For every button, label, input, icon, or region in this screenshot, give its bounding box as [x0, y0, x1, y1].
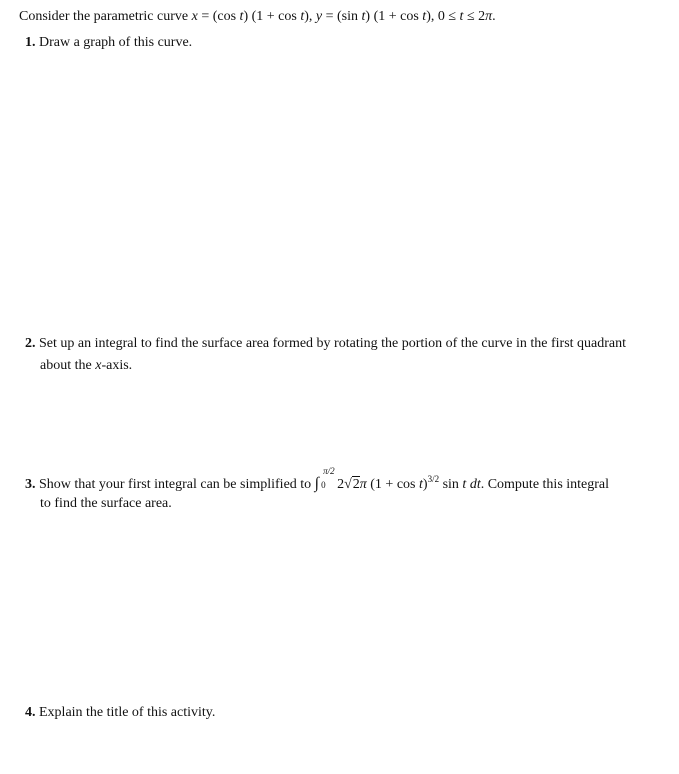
radical-sign: √: [344, 477, 352, 492]
question-3: [25, 466, 610, 493]
math-part: sin: [439, 477, 463, 492]
lower-limit: 0: [321, 480, 326, 490]
question-text: . Compute this integral: [480, 477, 610, 492]
integral-sign: ∫: [314, 475, 320, 492]
math-pi: π: [485, 9, 493, 24]
coefficient: 2: [337, 477, 345, 492]
var-y: y: [315, 9, 323, 24]
math-pi: π: [359, 477, 367, 492]
math-var: t: [462, 477, 467, 492]
exponent: 3/2: [427, 474, 440, 484]
math-part: ≤ 2: [463, 9, 486, 24]
integral-limits: [319, 466, 337, 490]
radicand: 2: [352, 477, 360, 492]
math-part: ) (1 + cos: [243, 9, 301, 24]
question-number: 4.: [25, 705, 36, 720]
math-var: t: [239, 9, 244, 24]
var-x: x: [95, 358, 102, 373]
math-part: ) (1 + cos: [365, 9, 423, 24]
intro-lead: Consider the parametric curve: [19, 9, 192, 24]
math-part: .: [492, 9, 496, 24]
question-text: Set up an integral to find the surface area formed by rotating the portion of the curve in the first quadrant: [39, 336, 627, 351]
question-1: [25, 35, 192, 51]
math-var: t: [419, 477, 423, 492]
question-number: 1.: [25, 35, 36, 50]
question-number: 2.: [25, 336, 36, 351]
question-4: [25, 705, 215, 721]
differential: dt: [466, 477, 481, 492]
question-text: Draw a graph of this curve.: [39, 35, 193, 50]
math-part: = (cos: [197, 9, 240, 24]
question-3-continued: [40, 496, 172, 512]
question-text: Show that your first integral can be simplified to: [39, 477, 315, 492]
question-text: about the: [40, 358, 96, 373]
question-text: to find the surface area.: [40, 496, 172, 511]
question-text: -axis.: [101, 358, 133, 373]
upper-limit: π/2: [323, 466, 335, 476]
math-part: ), 0 ≤: [426, 9, 460, 24]
question-text: Explain the title of this activity.: [39, 705, 216, 720]
var-x: x: [191, 9, 198, 24]
math-var: t: [459, 9, 464, 24]
math-part: ),: [304, 9, 316, 24]
math-part: (1 + cos: [366, 477, 419, 492]
question-number: 3.: [25, 477, 36, 492]
math-var: t: [300, 9, 305, 24]
math-var: t: [422, 9, 427, 24]
math-part: ): [422, 477, 428, 492]
question-2-continued: [40, 358, 132, 374]
problem-statement: [19, 9, 496, 25]
question-2: [25, 336, 626, 352]
math-var: t: [361, 9, 366, 24]
math-part: = (sin: [322, 9, 362, 24]
